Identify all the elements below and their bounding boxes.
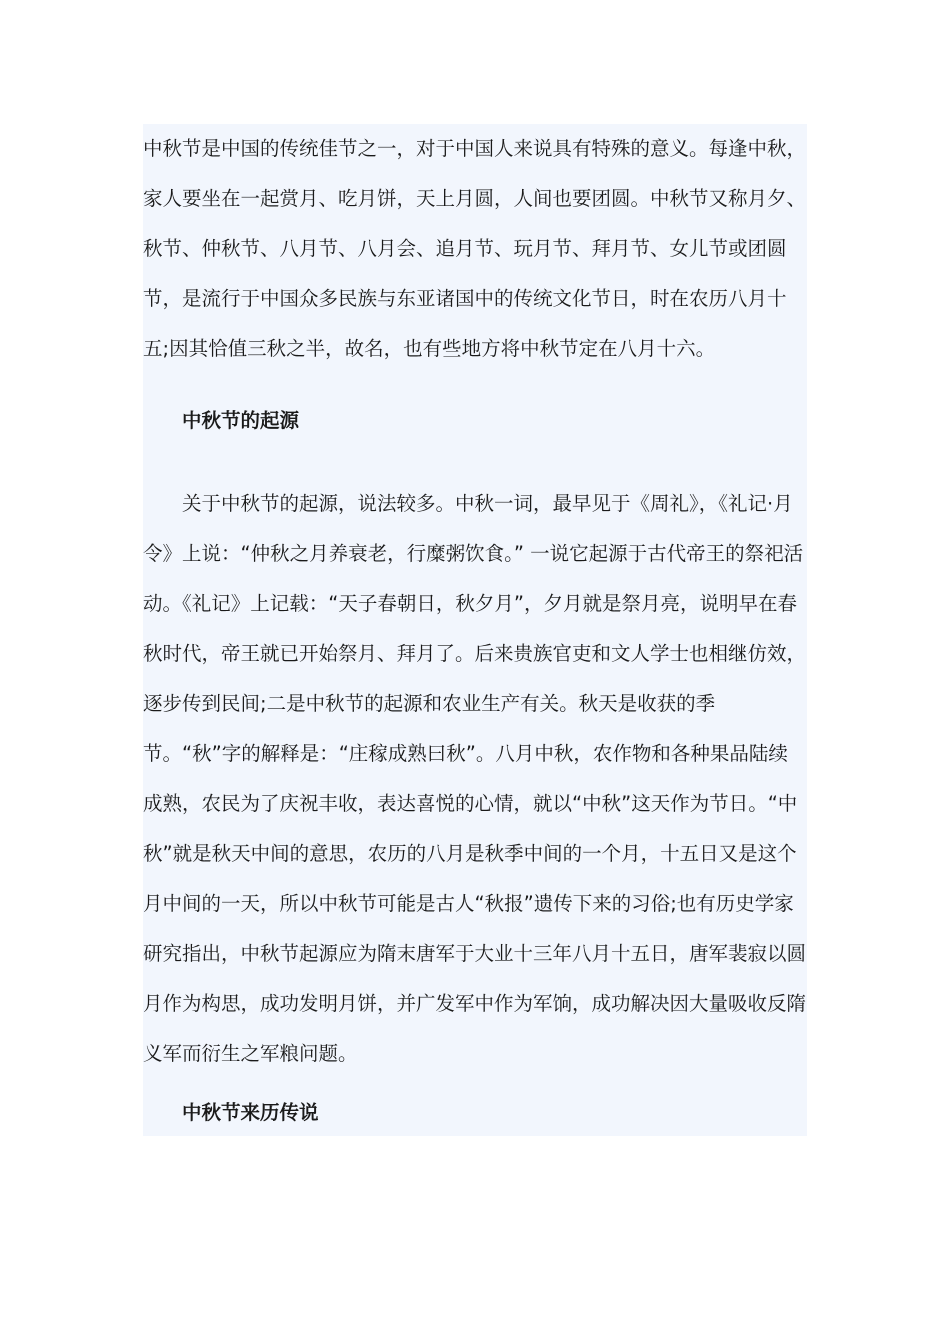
origin-paragraph: 关于中秋节的起源，说法较多。中秋一词，最早见于《周礼》，《礼记·月令》上说：“仲秋之月养衰老，行糜粥饮食。” 一说它起源于古代帝王的祭祀活动。《礼记》上记载：“天子春朝日，秋夕月”，夕月就是祭月亮，说明早在春秋时代，帝王就已开始祭月、拜月了。后来贵族官吏和文人学士也相继仿效，逐步传到民间;二是中秋节的起源和农业生产有关。秋天是收获的季节。“秋”字的解释是：“庄稼成熟曰秋”。八月中秋，农作物和各种果品陆续成熟，农民为了庆祝丰收，表达喜悦的心情，就以“中秋”这天作为节日。“中秋”就是秋天中间的意思，农历的八月是秋季中间的一个月，十五日又是这个月中间的一天，所以中秋节可能是古人“秋报”遗传下来的习俗;也有历史学家研究指出，中秋节起源应为隋末唐军于大业十三年八月十五日，唐军裴寂以圆月作为构思，成功发明月饼，并广发军中作为军饷，成功解决因大量吸收反隋义军而衍生之军粮问题。	[143, 492, 807, 1065]
section-heading-legend: 中秋节来历传说	[182, 1101, 319, 1124]
intro-paragraph: 中秋节是中国的传统佳节之一，对于中国人来说具有特殊的意义。每逢中秋，家人要坐在一起赏月、吃月饼，天上月圆，人间也要团圆。中秋节又称月夕、秋节、仲秋节、八月节、八月会、追月节、玩月节、拜月节、女儿节或团圆节，是流行于中国众多民族与东亚诸国中的传统文化节日，时在农历八月十五;因其恰值三秋之半，故名，也有些地方将中秋节定在八月十六。	[143, 137, 807, 360]
article-body	[143, 124, 807, 1136]
section-heading-origin: 中秋节的起源	[182, 409, 300, 432]
